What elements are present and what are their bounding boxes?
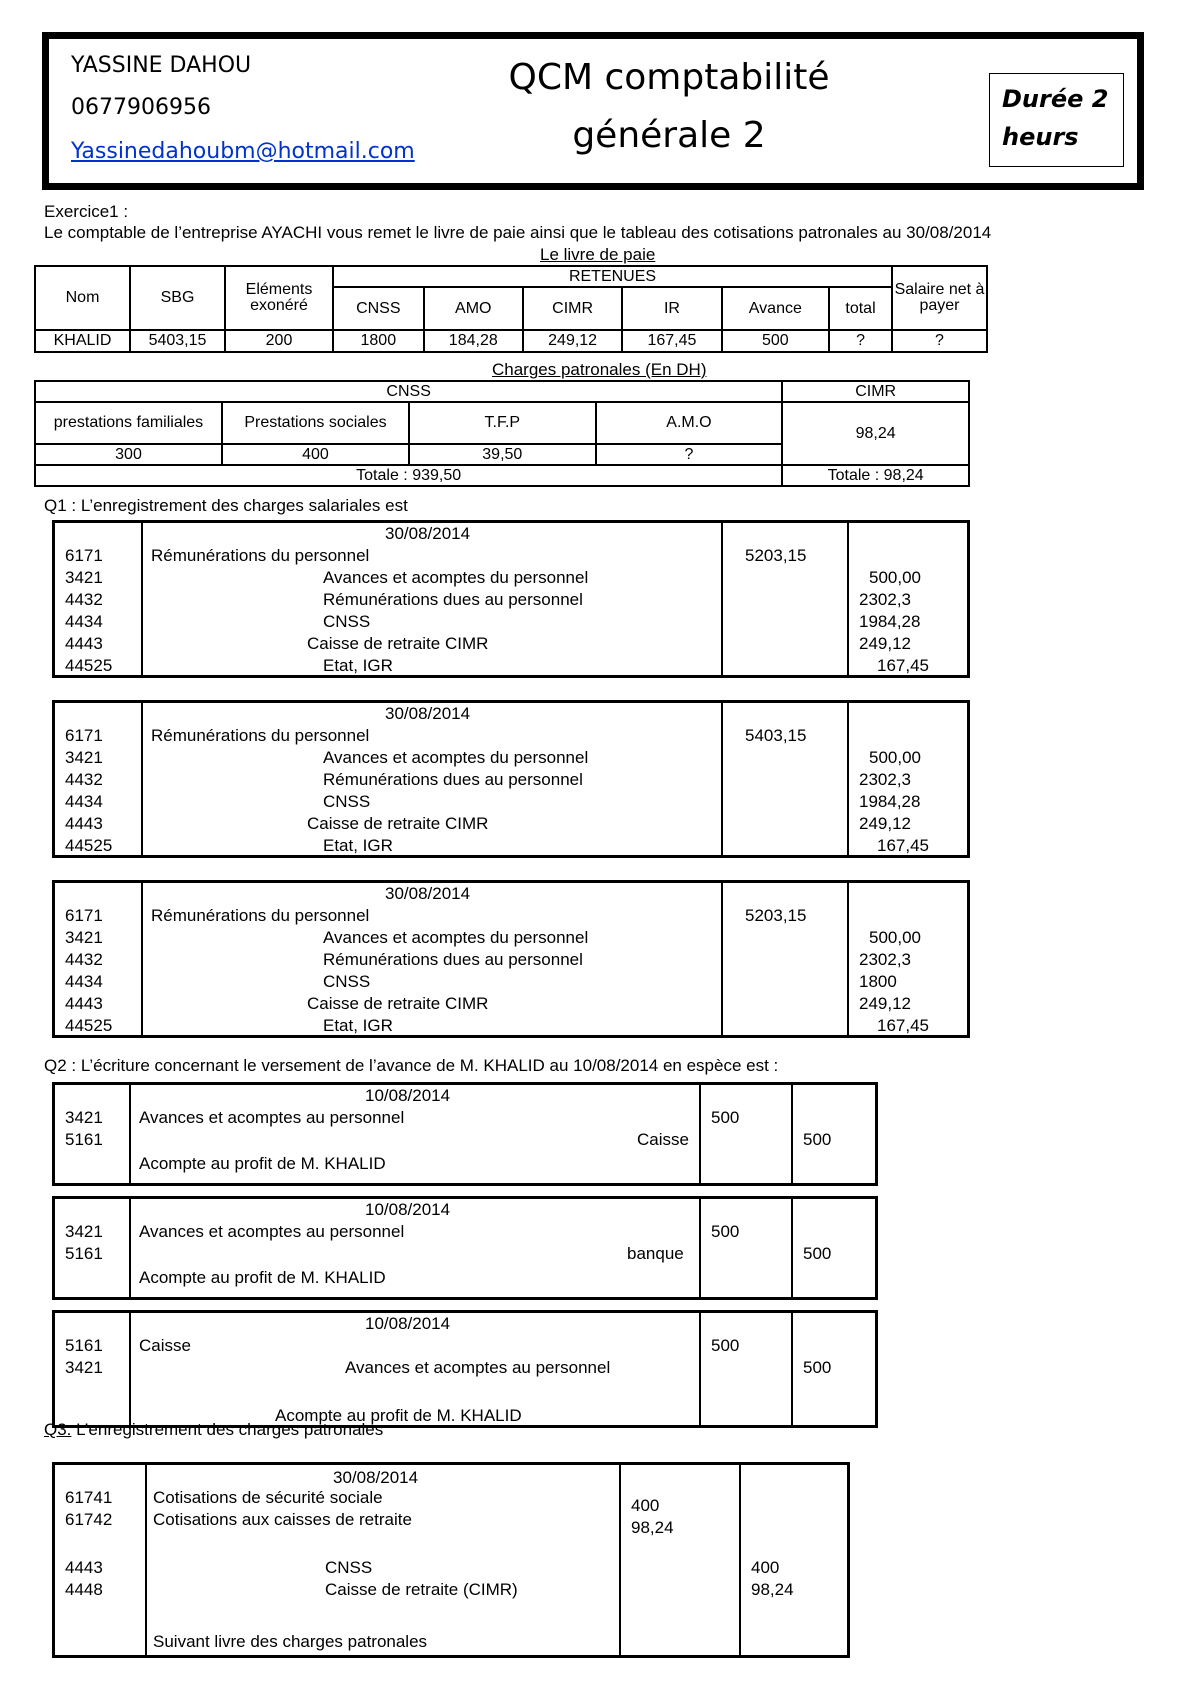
col-cnss: CNSS: [333, 287, 424, 330]
col-exonere: Eléments exonéré: [225, 266, 333, 330]
entry-account: 3421: [65, 1222, 103, 1241]
title-line-1: QCM comptabilité: [508, 57, 830, 98]
entry-debit-amount: 500: [711, 1336, 740, 1355]
entry-credit-amount: 500: [803, 1244, 832, 1263]
entry-credit-amount: 2302,3: [859, 590, 911, 609]
q2-option-2[interactable]: [52, 1196, 878, 1300]
document-title: [469, 49, 869, 165]
charges-val-sociales: 400: [222, 444, 409, 465]
entry-label: Avances et acomptes au personnel: [345, 1358, 611, 1377]
q3-number: Q3.: [44, 1420, 72, 1439]
entry-date: 10/08/2014: [365, 1314, 451, 1333]
charges-col-amo: A.M.O: [596, 402, 783, 444]
entry-account: 3421: [65, 928, 103, 947]
charges-caption: Charges patronales (En DH): [492, 360, 707, 379]
q2-label: Q2 : L’écriture concernant le versement de l’avance de M. KHALID au 10/08/2014 en espèce est :: [44, 1056, 779, 1075]
entry-label: CNSS: [323, 612, 371, 631]
charges-cnss-header: CNSS: [35, 381, 782, 402]
entry-memo: Acompte au profit de M. KHALID: [275, 1406, 522, 1425]
col-sbg: SBG: [130, 266, 225, 330]
entry-credit-amount: 500,00: [869, 928, 921, 947]
duration-line-2: heurs: [1002, 123, 1079, 151]
entry-account: 4434: [65, 972, 103, 991]
entry-date: 30/08/2014: [385, 524, 471, 543]
entry-credit-amount: 500: [803, 1130, 832, 1149]
entry-label: Etat, IGR: [323, 836, 393, 855]
charges-val-tfp: 39,50: [409, 444, 596, 465]
cell-avance: 500: [722, 330, 829, 352]
q3-text: L’enregistrement des charges patronales: [71, 1420, 384, 1439]
exercise-label: Exercice1 :: [44, 202, 129, 221]
entry-account: 44525: [65, 656, 113, 675]
q3-journal-entry[interactable]: [52, 1462, 850, 1658]
col-cimr: CIMR: [523, 287, 622, 330]
entry-credit-amount: 167,45: [877, 836, 929, 855]
entry-account: 3421: [65, 1108, 103, 1127]
entry-credit-amount: 1984,28: [859, 792, 921, 811]
entry-date: 30/08/2014: [333, 1468, 419, 1487]
entry-label: Caisse de retraite (CIMR): [325, 1580, 518, 1599]
entry-date: 30/08/2014: [385, 884, 471, 903]
entry-label: Caisse de retraite CIMR: [307, 634, 489, 653]
entry-account: 6171: [65, 906, 103, 925]
table-row: [35, 330, 987, 352]
entry-account: 6171: [65, 726, 103, 745]
entry-label: CNSS: [325, 1558, 373, 1577]
entry-label: Caisse de retraite CIMR: [307, 814, 489, 833]
entry-credit-amount: 500,00: [869, 748, 921, 767]
entry-account: 6171: [65, 546, 103, 565]
entry-account: 4432: [65, 950, 103, 969]
entry-credit-amount: 400: [751, 1558, 780, 1577]
entry-account: 61741: [65, 1488, 113, 1507]
payroll-caption: Le livre de paie: [540, 245, 656, 264]
q2-option-1[interactable]: [52, 1082, 878, 1186]
q1-option-2[interactable]: [52, 700, 970, 858]
entry-label: Avances et acomptes au personnel: [139, 1108, 405, 1127]
entry-label: Rémunérations dues au personnel: [323, 950, 583, 969]
charges-total-cimr: Totale : 98,24: [782, 465, 969, 486]
entry-account: 44525: [65, 1016, 113, 1035]
entry-debit-amount: 400: [631, 1496, 660, 1515]
entry-account: 4443: [65, 634, 103, 653]
entry-account: 5161: [65, 1130, 103, 1149]
entry-account: 4443: [65, 814, 103, 833]
col-ir: IR: [622, 287, 721, 330]
cell-nom: KHALID: [35, 330, 130, 352]
entry-credit-amount: 167,45: [877, 656, 929, 675]
entry-debit-amount: 5203,15: [745, 546, 807, 565]
q2-option-3[interactable]: [52, 1310, 878, 1428]
col-retenues: RETENUES: [333, 266, 892, 287]
entry-label: Rémunérations du personnel: [151, 546, 370, 565]
entry-debit-amount: 500: [711, 1222, 740, 1241]
document-header: [42, 32, 1144, 190]
entry-label: Rémunérations du personnel: [151, 906, 370, 925]
cell-sbg: 5403,15: [130, 330, 225, 352]
col-avance: Avance: [722, 287, 829, 330]
charges-val-familiales: 300: [35, 444, 222, 465]
charges-total-cnss: Totale : 939,50: [35, 465, 782, 486]
entry-account: 4448: [65, 1580, 103, 1599]
cell-exonere: 200: [225, 330, 333, 352]
col-net: Salaire net à payer: [892, 266, 987, 330]
entry-label: Avances et acomptes au personnel: [139, 1222, 405, 1241]
q1-option-1[interactable]: [52, 520, 970, 678]
entry-label: CNSS: [323, 972, 371, 991]
author-phone: 0677906956: [71, 95, 211, 120]
entry-memo: Acompte au profit de M. KHALID: [139, 1268, 386, 1287]
entry-credit-amount: 249,12: [859, 994, 911, 1013]
cell-amo: 184,28: [424, 330, 523, 352]
entry-label: banque: [627, 1244, 684, 1263]
entry-label: Etat, IGR: [323, 1016, 393, 1035]
entry-account: 3421: [65, 748, 103, 767]
entry-credit-amount: 98,24: [751, 1580, 794, 1599]
entry-credit-amount: 1984,28: [859, 612, 921, 631]
entry-label: Avances et acomptes du personnel: [323, 568, 589, 587]
cell-ir: 167,45: [622, 330, 721, 352]
col-nom: Nom: [35, 266, 130, 330]
entry-date: 10/08/2014: [365, 1086, 451, 1105]
entry-credit-amount: 249,12: [859, 634, 911, 653]
entry-label: Etat, IGR: [323, 656, 393, 675]
entry-account: 4434: [65, 612, 103, 631]
entry-account: 4434: [65, 792, 103, 811]
entry-account: 3421: [65, 568, 103, 587]
payroll-table: [34, 265, 988, 353]
entry-date: 10/08/2014: [365, 1200, 451, 1219]
entry-credit-amount: 1800: [859, 972, 897, 991]
entry-label: Caisse de retraite CIMR: [307, 994, 489, 1013]
entry-account: 3421: [65, 1358, 103, 1377]
entry-account: 4432: [65, 590, 103, 609]
cell-cnss: 1800: [333, 330, 424, 352]
duration-box: [989, 73, 1124, 167]
author-name: YASSINE DAHOU: [71, 53, 252, 78]
entry-credit-amount: 249,12: [859, 814, 911, 833]
charges-col-tfp: T.F.P: [409, 402, 596, 444]
entry-account: 4443: [65, 994, 103, 1013]
entry-account: 5161: [65, 1244, 103, 1263]
q1-label: Q1 : L’enregistrement des charges salariales est: [44, 496, 408, 515]
entry-debit-amount: 5403,15: [745, 726, 807, 745]
entry-debit-amount: 98,24: [631, 1518, 674, 1537]
entry-account: 4443: [65, 1558, 103, 1577]
q1-option-3[interactable]: [52, 880, 970, 1038]
entry-credit-amount: 2302,3: [859, 770, 911, 789]
col-amo: AMO: [424, 287, 523, 330]
cell-net: ?: [892, 330, 987, 352]
exercise-intro: Le comptable de l’entreprise AYACHI vous remet le livre de paie ainsi que le tableau des cotisations patronales au 30/08/2014: [44, 223, 992, 242]
entry-debit-amount: 500: [711, 1108, 740, 1127]
duration-line-1: Durée 2: [1002, 85, 1109, 113]
entry-label: Rémunérations dues au personnel: [323, 590, 583, 609]
entry-label: CNSS: [323, 792, 371, 811]
entry-credit-amount: 500,00: [869, 568, 921, 587]
entry-account: 61742: [65, 1510, 113, 1529]
entry-memo: Acompte au profit de M. KHALID: [139, 1154, 386, 1173]
cell-cimr: 249,12: [523, 330, 622, 352]
entry-label: Caisse: [139, 1336, 191, 1355]
col-total: total: [829, 287, 892, 330]
entry-label: Avances et acomptes du personnel: [323, 748, 589, 767]
charges-table: [34, 380, 970, 487]
entry-label: Avances et acomptes du personnel: [323, 928, 589, 947]
entry-label: Caisse: [637, 1130, 689, 1149]
entry-label: Rémunérations dues au personnel: [323, 770, 583, 789]
entry-credit-amount: 500: [803, 1358, 832, 1377]
entry-account: 4432: [65, 770, 103, 789]
q3-label: [44, 1420, 383, 1440]
author-email-link[interactable]: Yassinedahoubm@hotmail.com: [71, 139, 415, 164]
entry-credit-amount: 167,45: [877, 1016, 929, 1035]
entry-account: 44525: [65, 836, 113, 855]
charges-cimr-header: CIMR: [782, 381, 969, 402]
entry-credit-amount: 2302,3: [859, 950, 911, 969]
entry-label: Rémunérations du personnel: [151, 726, 370, 745]
charges-cimr-value: 98,24: [782, 402, 969, 465]
entry-account: 5161: [65, 1336, 103, 1355]
entry-label: Cotisations aux caisses de retraite: [153, 1510, 412, 1529]
title-line-2: générale 2: [572, 115, 766, 156]
entry-date: 30/08/2014: [385, 704, 471, 723]
charges-val-amo: ?: [596, 444, 783, 465]
charges-col-sociales: Prestations sociales: [222, 402, 409, 444]
charges-col-familiales: prestations familiales: [35, 402, 222, 444]
entry-label: Cotisations de sécurité sociale: [153, 1488, 383, 1507]
entry-debit-amount: 5203,15: [745, 906, 807, 925]
entry-memo: Suivant livre des charges patronales: [153, 1632, 428, 1651]
cell-total: ?: [829, 330, 892, 352]
